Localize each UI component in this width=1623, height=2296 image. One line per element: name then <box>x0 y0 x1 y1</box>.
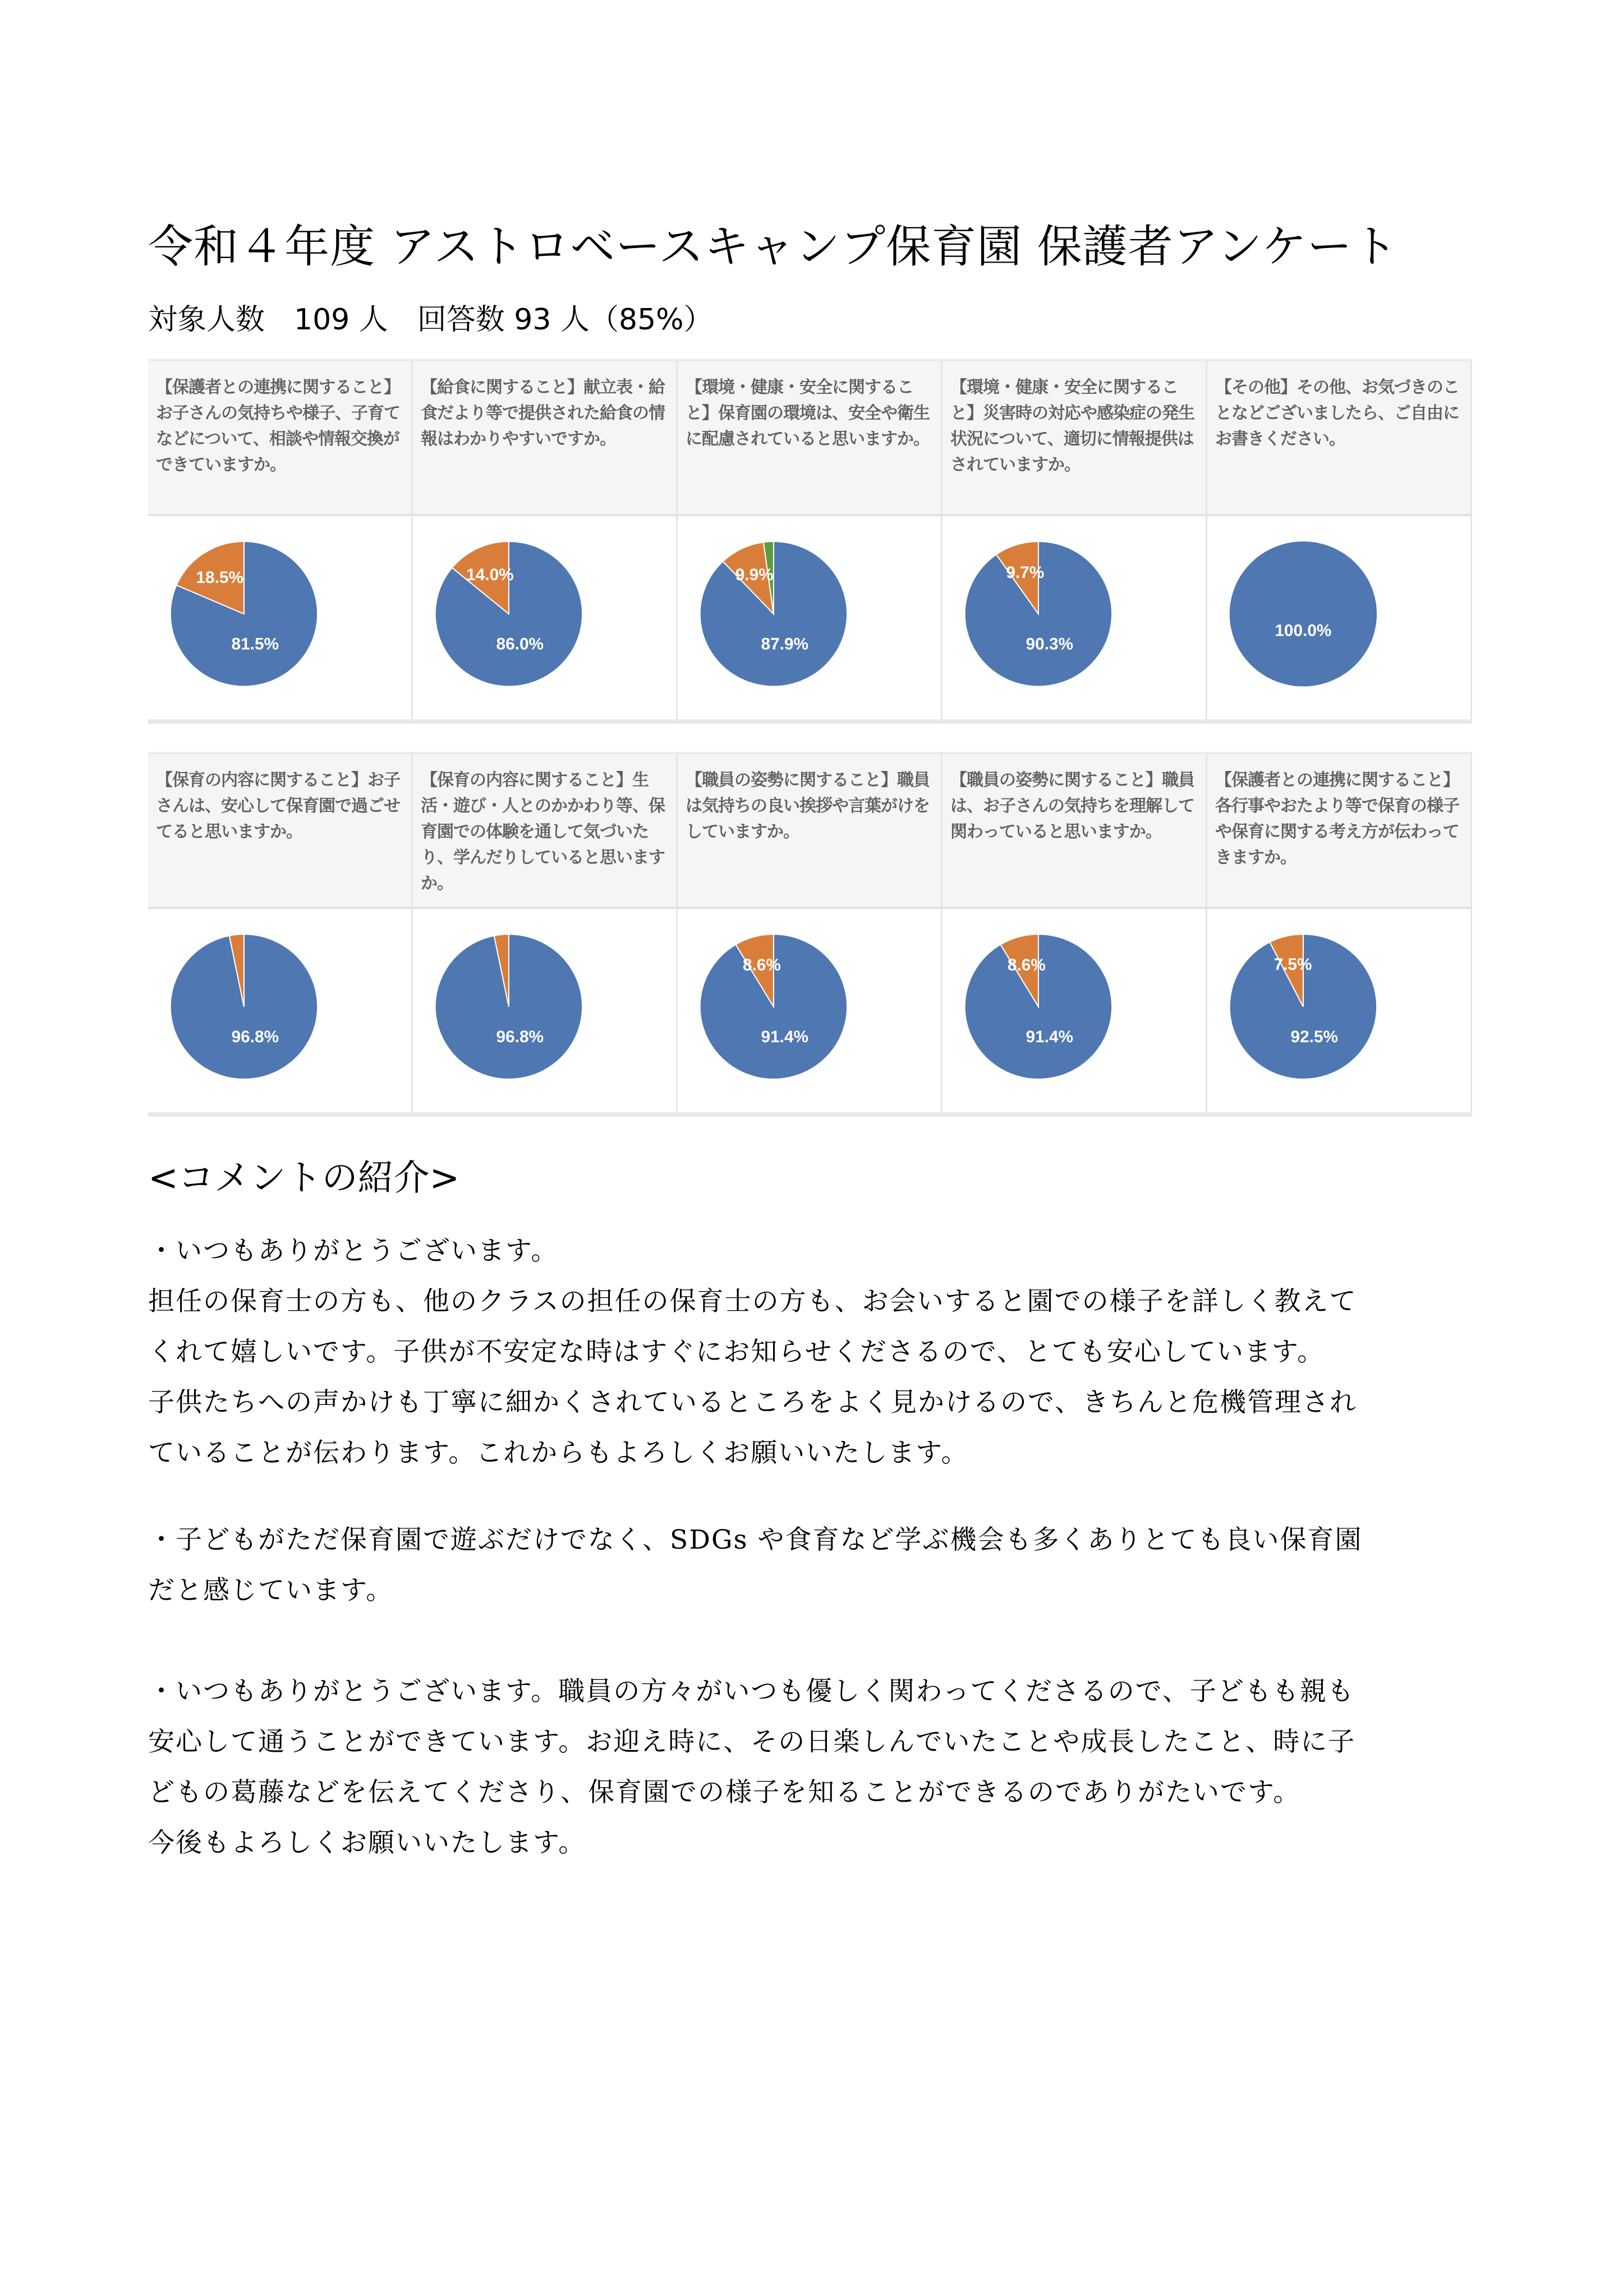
pie-chart <box>413 909 676 1112</box>
pie-chart <box>678 516 941 719</box>
pie-svg <box>148 909 411 1112</box>
survey-item <box>148 361 413 719</box>
comment-line: 安心して通うことができています。お迎え時に、その日楽しんでいたことや成長したこと、時に子 <box>148 1726 1356 1757</box>
pie-chart <box>942 516 1206 719</box>
pie-data-label: 81.5% <box>231 635 279 654</box>
comment-block <box>148 1666 1483 1868</box>
pie-chart <box>148 909 411 1112</box>
question-text: 【職員の姿勢に関すること】職員は、お子さんの気持ちを理解して関わっていると思いますか。 <box>942 754 1206 909</box>
pie-chart <box>678 909 941 1112</box>
pie-data-label: 91.4% <box>1026 1027 1074 1046</box>
question-text: 【保護者との連携に関すること】お子さんの気持ちや様子、子育てなどについて、相談や情報交換ができていますか。 <box>148 361 411 516</box>
pie-data-label: 96.8% <box>231 1027 279 1046</box>
pie-data-label: 9.9% <box>735 566 774 585</box>
question-text: 【保育の内容に関すること】生活・遊び・人とのかかわり等、保育園での体験を通して気づいたり、学んだりしていると思いますか。 <box>413 754 676 909</box>
survey-item <box>1207 754 1472 1112</box>
pie-svg <box>942 909 1206 1112</box>
survey-table-2 <box>148 752 1472 1117</box>
comment-line: くれて嬉しいです。子供が不安定な時はすぐにお知らせくださるので、とても安心しています。 <box>148 1337 1325 1367</box>
pie-svg <box>1207 516 1470 719</box>
survey-item <box>413 361 678 719</box>
pie-data-label: 90.3% <box>1026 635 1074 654</box>
comment-line: ・いつもありがとうございます。職員の方々がいつも優しく関わってくださるので、子どもも親も <box>148 1676 1355 1707</box>
pie-data-label: 8.6% <box>1007 956 1046 975</box>
pie-chart <box>942 909 1206 1112</box>
survey-item <box>148 754 413 1112</box>
question-text: 【職員の姿勢に関すること】職員は気持ちの良い挨拶や言葉がけをしていますか。 <box>678 754 941 909</box>
response-summary: 対象人数 109 人 回答数 93 人（85%） <box>148 303 713 337</box>
pie-data-label: 14.0% <box>466 566 514 584</box>
pie-svg <box>413 516 676 719</box>
comment-line: ていることが伝わります。これからもよろしくお願いいたします。 <box>148 1438 969 1468</box>
pie-svg <box>678 909 941 1112</box>
pie-data-label: 91.4% <box>761 1027 809 1046</box>
comment-block <box>148 1515 1483 1616</box>
comment-line: ・いつもありがとうございます。 <box>148 1236 559 1266</box>
pie-slice <box>1230 541 1377 686</box>
pie-data-label: 86.0% <box>496 635 544 654</box>
pie-data-label: 100.0% <box>1275 621 1332 640</box>
question-text: 【環境・健康・安全に関すること】保育園の環境は、安全や衛生に配慮されていると思いますか。 <box>678 361 941 516</box>
page-title: 令和４年度 アストロベースキャンプ保育園 保護者アンケート <box>148 221 1398 273</box>
pie-data-label: 7.5% <box>1273 955 1312 974</box>
pie-svg <box>942 516 1206 719</box>
question-text: 【給食に関すること】献立表・給食だより等で提供された給食の情報はわかりやすいですか。 <box>413 361 676 516</box>
pie-data-label: 18.5% <box>196 568 243 587</box>
survey-table-1 <box>148 359 1472 724</box>
comment-block <box>148 1226 1483 1478</box>
comment-line: 子供たちへの声かけも丁寧に細かくされているところをよく見かけるので、きちんと危機管理され <box>148 1387 1358 1418</box>
survey-item <box>678 361 942 719</box>
survey-item <box>1207 361 1472 719</box>
pie-chart <box>1207 909 1470 1112</box>
pie-svg <box>1207 909 1470 1112</box>
pie-data-label: 92.5% <box>1290 1027 1339 1046</box>
comments-heading: <コメントの紹介> <box>148 1158 460 1199</box>
question-text: 【その他】その他、お気づきのことなどございましたら、ご自由にお書きください。 <box>1207 361 1470 516</box>
survey-item <box>942 754 1207 1112</box>
survey-item <box>942 361 1207 719</box>
question-text: 【保護者との連携に関すること】各行事やおたより等で保育の様子や保育に関する考え方が伝わってきますか。 <box>1207 754 1470 909</box>
comment-line: 今後もよろしくお願いいたします。 <box>148 1827 586 1858</box>
pie-data-label: 87.9% <box>761 635 809 654</box>
pie-data-label: 9.7% <box>1006 563 1045 582</box>
pie-chart <box>413 516 676 719</box>
question-text: 【環境・健康・安全に関すること】災害時の対応や感染症の発生状況について、適切に情報提供はされていますか。 <box>942 361 1206 516</box>
survey-item <box>413 754 678 1112</box>
comment-line: だと感じています。 <box>148 1575 394 1606</box>
comment-line: どもの葛藤などを伝えてくださり、保育園での様子を知ることができるのでありがたいです。 <box>148 1777 1301 1808</box>
comment-line: 担任の保育士の方も、他のクラスの担任の保育士の方も、お会いすると園での様子を詳しく教えて <box>148 1286 1357 1317</box>
pie-chart <box>1207 516 1470 719</box>
survey-item <box>678 754 942 1112</box>
pie-svg <box>148 516 411 719</box>
question-text: 【保育の内容に関すること】お子さんは、安心して保育園で過ごせてると思いますか。 <box>148 754 411 909</box>
comment-line: ・子どもがただ保育園で遊ぶだけでなく、SDGs や食育など学ぶ機会も多くありとても良い保育園 <box>148 1524 1363 1555</box>
pie-svg <box>678 516 941 719</box>
pie-data-label: 96.8% <box>496 1027 544 1046</box>
pie-svg <box>413 909 676 1112</box>
pie-data-label: 8.6% <box>742 956 781 975</box>
pie-chart <box>148 516 411 719</box>
